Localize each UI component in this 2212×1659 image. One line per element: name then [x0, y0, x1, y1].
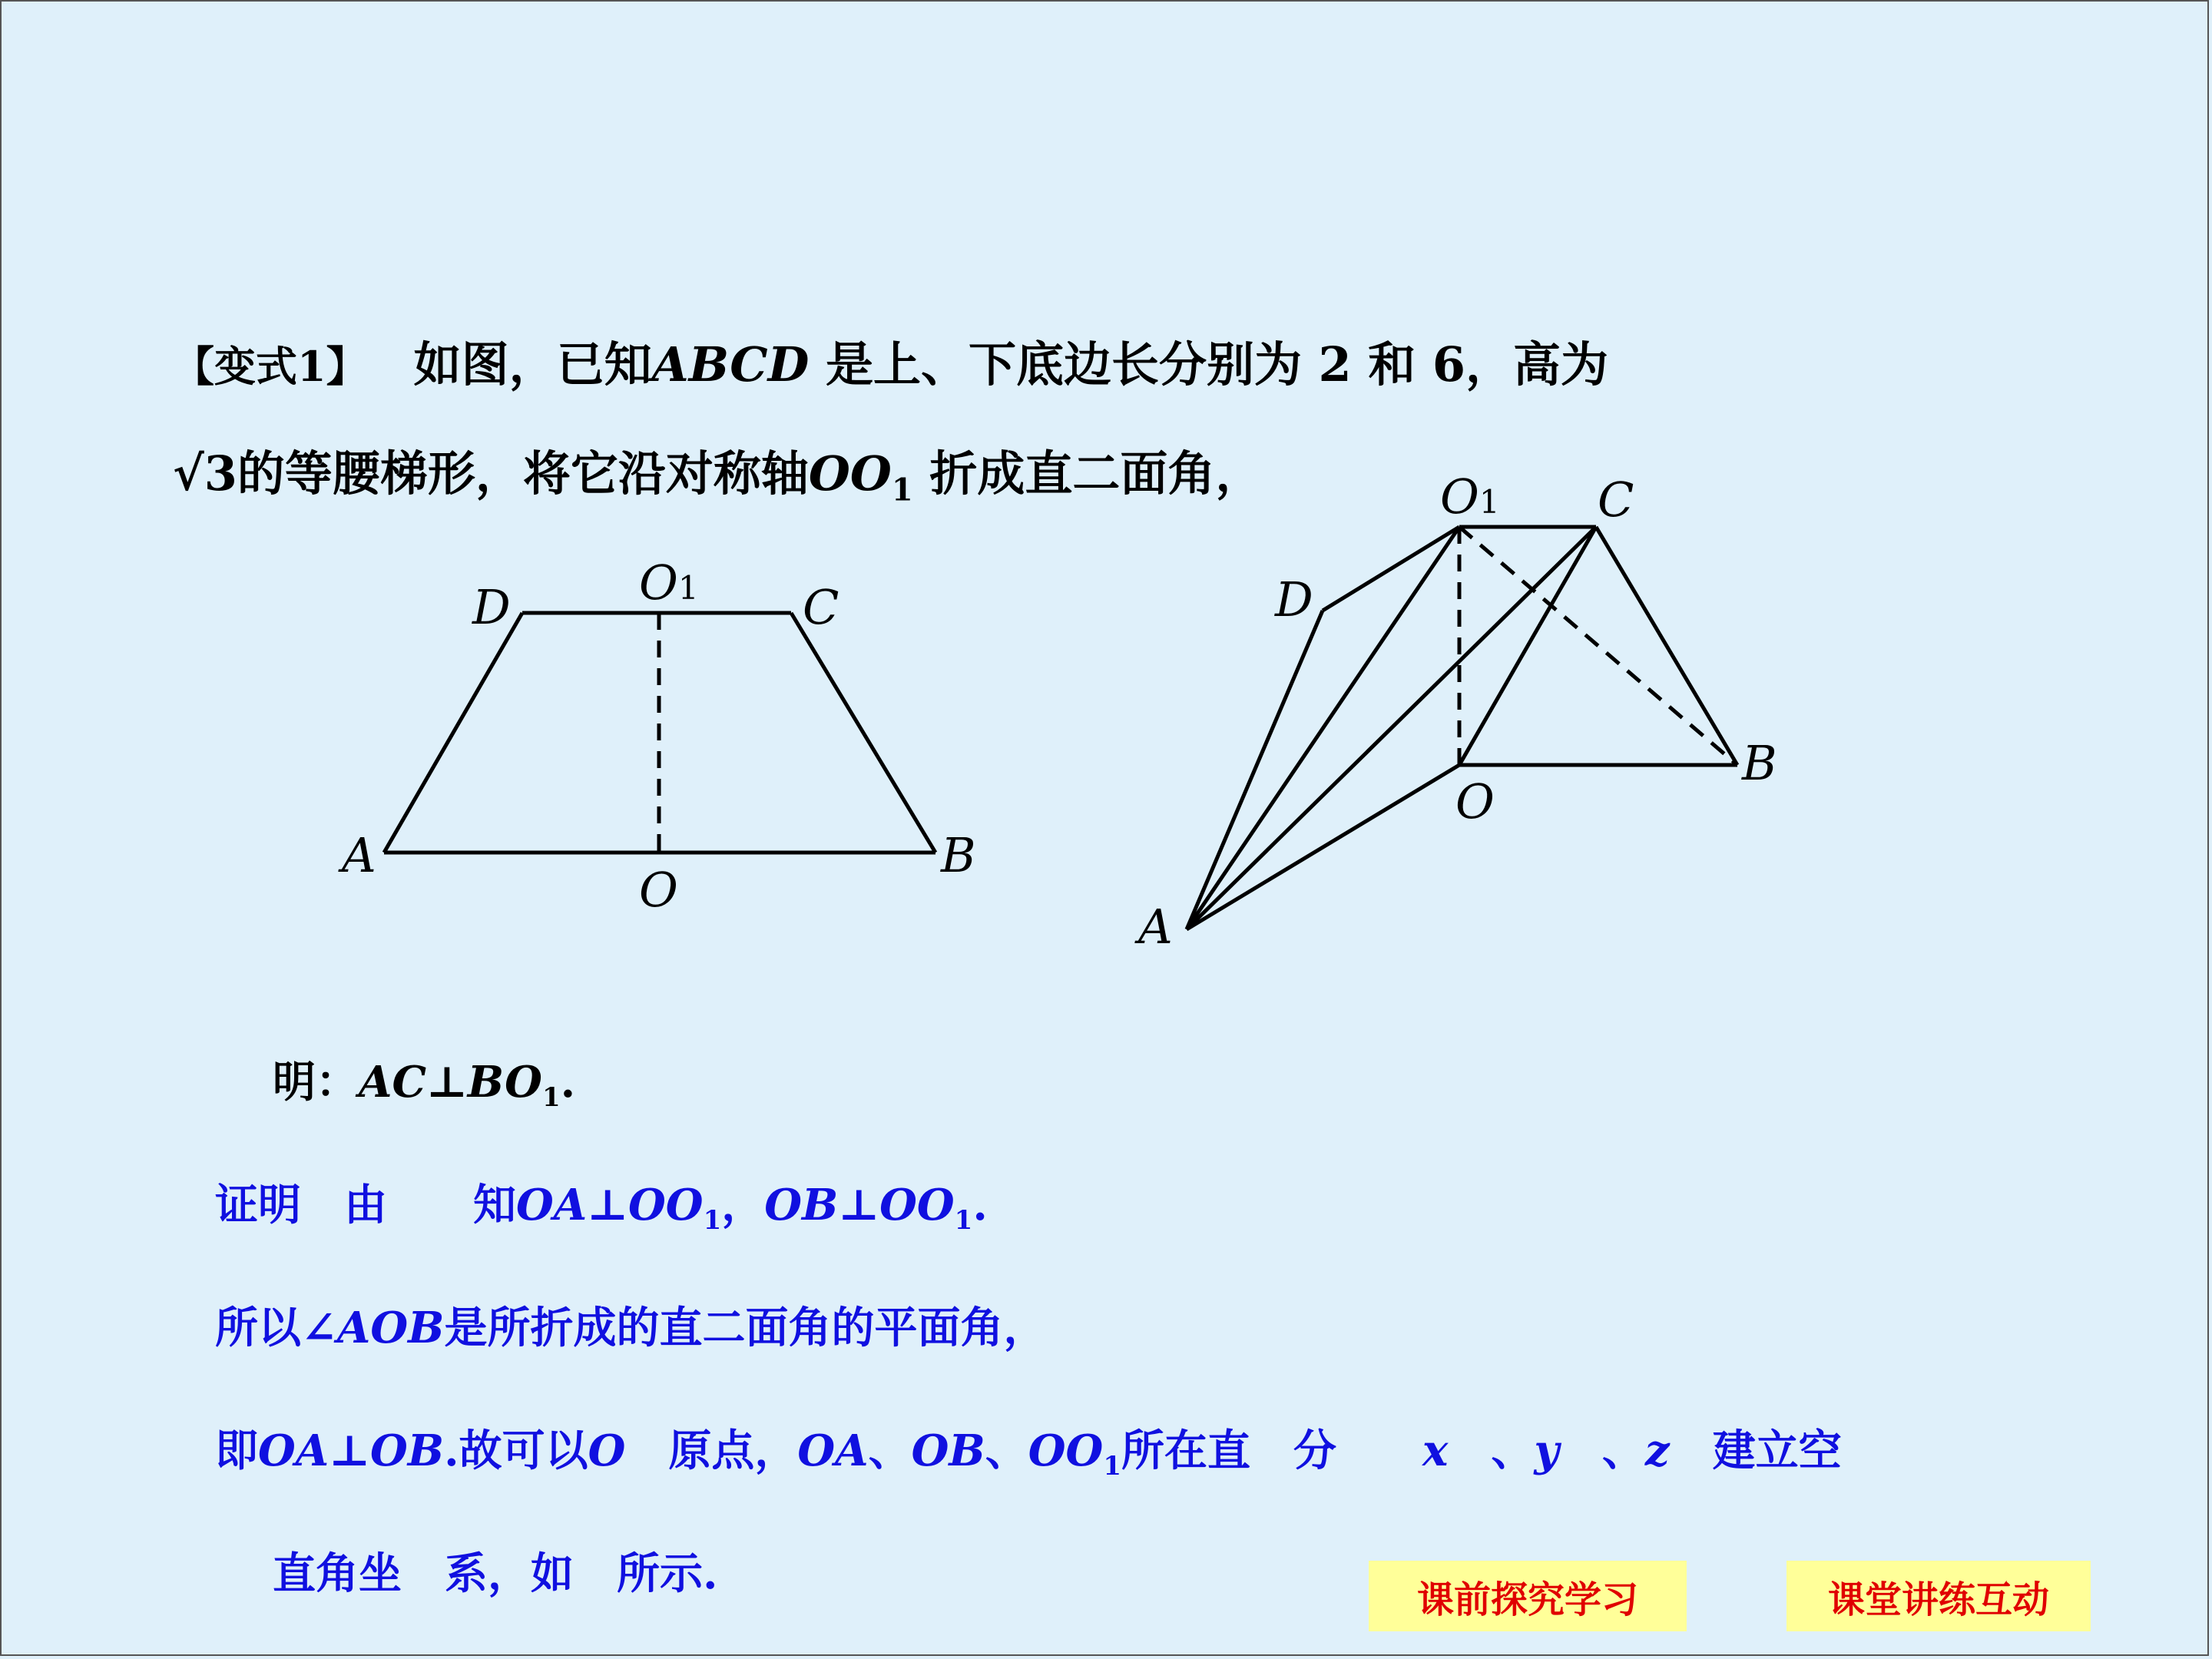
proof-line1-a: 证明 由 知 [215, 1180, 516, 1230]
proof-line3-e: 建立空 [1669, 1426, 1842, 1476]
proof-line1-sub1: 1 [703, 1205, 722, 1237]
proof-line3-sep3: 、 [1448, 1426, 1535, 1476]
problem-line2-b: 折成直二面角， [929, 445, 1263, 502]
proof-line3-oa: OA [797, 1426, 869, 1476]
proof-line3-sep1: 、 [868, 1426, 912, 1476]
edge-cb-3d [1596, 527, 1737, 765]
proof-line1-expr1: OA⊥OO [516, 1180, 704, 1230]
statement-expr: AC⊥BO [359, 1057, 542, 1108]
proof-line3-oo: OO [1028, 1426, 1104, 1476]
edge-ao1 [1187, 527, 1459, 929]
label-left-b: B [941, 827, 976, 883]
edge-oc [1459, 527, 1596, 765]
statement-line [273, 1048, 575, 1113]
edge-ac [1187, 527, 1596, 929]
statement-end: . [560, 1057, 576, 1108]
proof-line-4: 直角坐 系，如 所示. [273, 1548, 718, 1599]
edge-o1d [1323, 527, 1459, 611]
problem-line2-a: √3的等腰梯形，将它沿对称轴 [173, 445, 809, 502]
label-right-b: B [1742, 735, 1777, 791]
statement-prefix: 明： [273, 1057, 359, 1108]
proof-line3-sep2: 、 [985, 1426, 1028, 1476]
problem-var-oo1: OO [808, 445, 892, 502]
proof-line3-d: 所在直 分 [1121, 1426, 1422, 1476]
proof-line1-expr2: OB⊥OO [764, 1180, 955, 1230]
problem-line1-a: 如图，已知 [413, 336, 652, 392]
proof-line3-c: 原点， [625, 1426, 798, 1476]
edge-ao [1187, 765, 1459, 929]
label-left-o1: O1 [639, 555, 699, 611]
proof-line-3 [215, 1417, 1842, 1482]
label-left-o: O [639, 862, 678, 918]
label-right-d: D [1275, 571, 1313, 628]
proof-line3-y: y [1534, 1426, 1559, 1476]
proof-line1-sub2: 1 [954, 1205, 973, 1237]
proof-line3-a: 即 [215, 1426, 258, 1476]
problem-line1-b: 是上、下底边长分别为 2 和 6，高为 [825, 336, 1609, 392]
edge-da [384, 613, 522, 853]
label-left-a: A [342, 827, 376, 883]
class-interact-button[interactable]: 课堂讲练互动 [1786, 1561, 2091, 1631]
proof-line3-var-o: O [588, 1426, 626, 1476]
proof-line2-a: 所以∠ [215, 1303, 337, 1353]
proof-line3-z: z [1644, 1426, 1670, 1476]
edge-cb [791, 613, 935, 853]
trapezoid-figure [384, 613, 935, 853]
label-right-o1: O1 [1440, 469, 1500, 525]
proof-line3-sep4: 、 [1558, 1426, 1645, 1476]
proof-line3-b: .故可以 [444, 1426, 588, 1476]
label-right-c: C [1598, 472, 1634, 528]
proof-line1-end: . [972, 1180, 988, 1230]
folded-figure [1187, 527, 1737, 929]
problem-var-abcd: ABCD [651, 336, 810, 392]
proof-line2-var: AOB [336, 1303, 445, 1353]
pre-study-button[interactable]: 课前探究学习 [1369, 1561, 1687, 1631]
problem-var-oo1-sub: 1 [891, 472, 913, 508]
proof-line3-sub: 1 [1103, 1451, 1121, 1482]
label-right-o: O [1455, 773, 1495, 830]
label-right-a: A [1138, 899, 1173, 955]
proof-line2-b: 是所折成的直二面角的平面角， [444, 1303, 1047, 1353]
edge-da-3d [1187, 611, 1323, 929]
label-left-d: D [472, 579, 511, 635]
proof-line1-sep: ， [721, 1180, 765, 1230]
proof-line-2 [215, 1294, 1046, 1356]
proof-line3-expr: OA⊥OB [258, 1426, 445, 1476]
proof-line-1 [215, 1171, 988, 1236]
label-left-c: C [803, 579, 839, 635]
problem-tag: 【变式1】 [173, 342, 368, 391]
edge-o1b-dashed [1459, 527, 1737, 765]
proof-line3-ob: OB [911, 1426, 985, 1476]
proof-line3-x: x [1422, 1426, 1449, 1476]
statement-sub: 1 [541, 1082, 561, 1114]
